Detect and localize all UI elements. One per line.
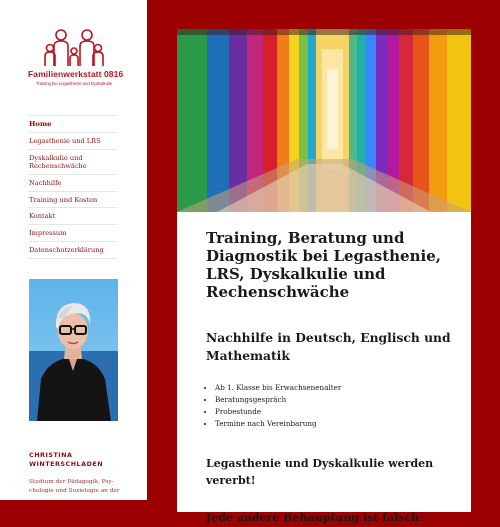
family-figures-logo-icon [28, 28, 120, 70]
nav-item-home[interactable]: Home [28, 115, 117, 132]
service-list [206, 382, 451, 430]
list-item: • Beratungsgespräch [215, 394, 451, 406]
nav-item-nachhilfe[interactable]: Nachhilfe [28, 174, 117, 191]
nav-item-legasthenie[interactable]: Legasthenie und LRS [28, 132, 117, 149]
main-navigation [28, 115, 117, 259]
hero-image [177, 29, 471, 212]
section-heading-heredity: Legasthenie und Dyskalkulie werden vererbt! [206, 457, 434, 487]
main-article [177, 212, 471, 524]
sidebar [0, 0, 147, 500]
page-headline: Training, Beratung und Diagnostik bei Legasthenie, LRS, Dyskalkulie und Rechenschwäche [206, 229, 441, 301]
profile-description: Studium der Pädagogik, Psy-chologie und Soziologie an der [29, 479, 120, 494]
nav-item-dyskalkulie[interactable]: Dyskalkulie und Rechenschwäche [28, 149, 117, 174]
list-item: • Termine nach Vereinbarung [215, 418, 451, 430]
nav-item-impressum[interactable]: Impressum [28, 224, 117, 241]
logo-title: Familienwerkstatt 0816 [28, 69, 124, 79]
logo-subtitle: Training bei Legasthenie und Dyskalkulie [35, 81, 113, 86]
list-item: • Probestunde [215, 406, 451, 418]
profile-name: CHRISTINA WINTERSCHLADEN [29, 451, 104, 468]
profile-photo [29, 279, 118, 421]
section-heading-claim: Jede andere Behauptung ist falsch! [206, 511, 424, 524]
nav-item-datenschutz[interactable]: Datenschutzerklärung [28, 241, 117, 259]
nav-item-kontakt[interactable]: Kontakt [28, 207, 117, 224]
nav-item-training[interactable]: Training und Kosten [28, 191, 117, 208]
article-subheading: Nachhilfe in Deutsch, Englisch und Mathematik [206, 330, 451, 363]
rainbow-corridor-image [177, 29, 471, 212]
list-item: • Ab 1. Klasse bis Erwachsenenalter [215, 382, 451, 394]
site-logo[interactable] [28, 28, 124, 90]
